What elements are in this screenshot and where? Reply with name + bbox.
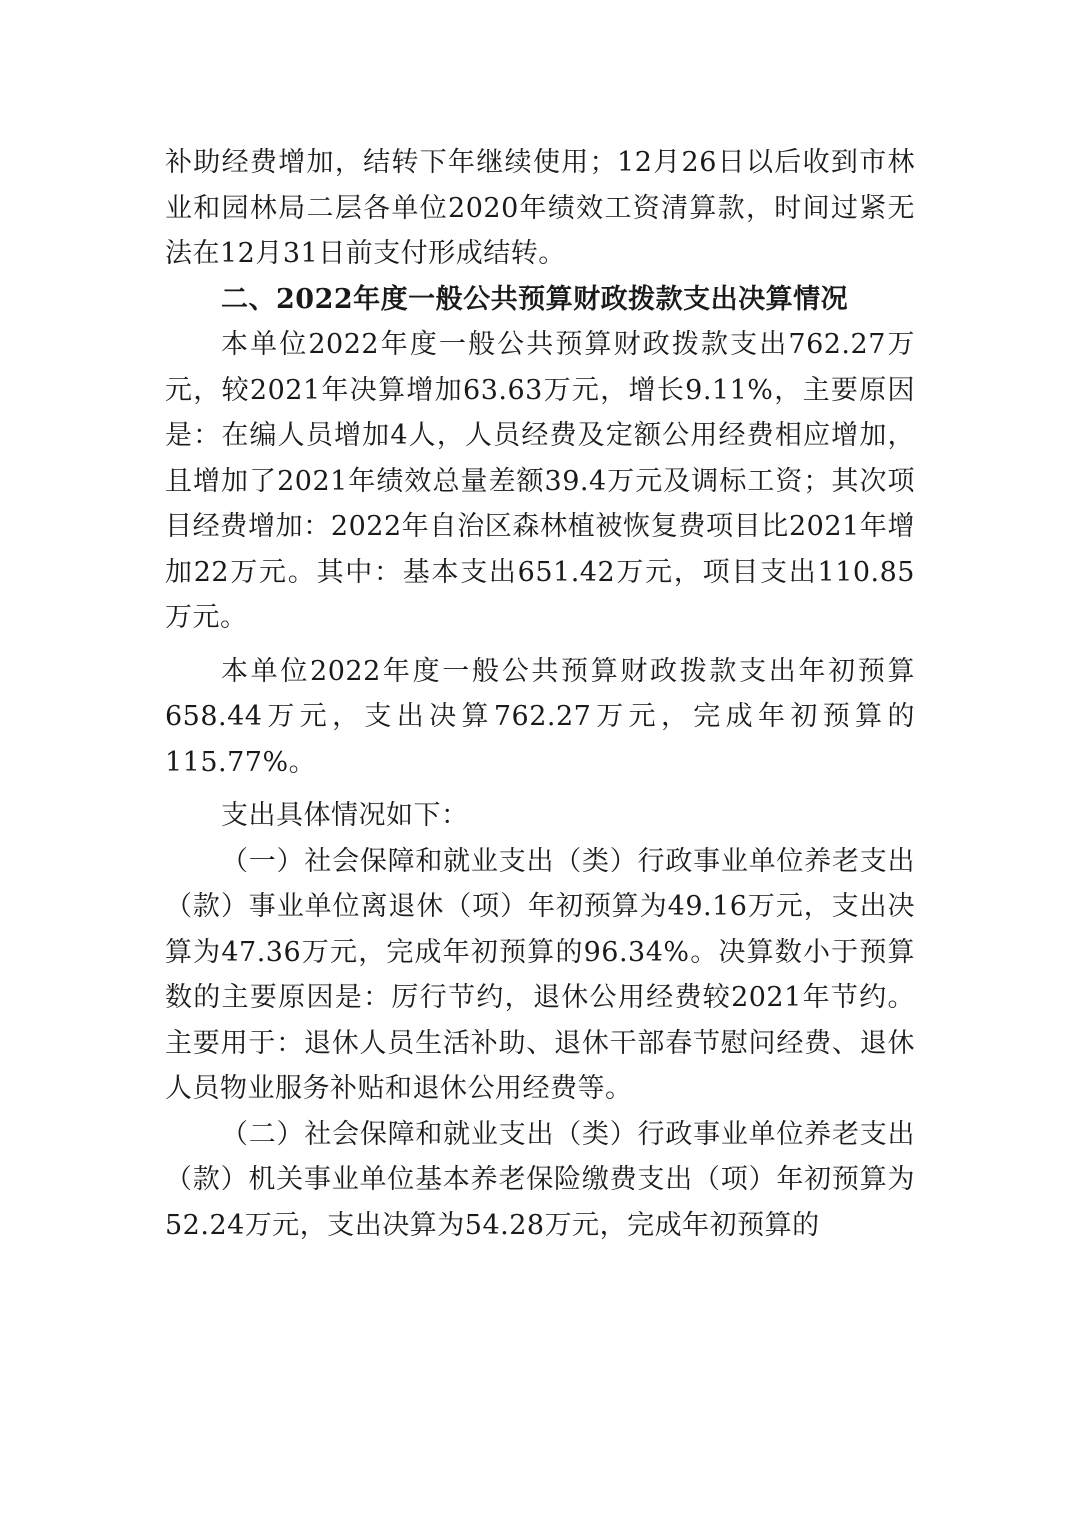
document-body [165, 140, 915, 1248]
section-heading: 二、2022年度一般公共预算财政拨款支出决算情况 [221, 283, 849, 315]
paragraph-expenditure-summary: 本单位2022年度一般公共预算财政拨款支出762.27万元，较2021年决算增加63.63万元，增长9.11%，主要原因是：在编人员增加4人，人员经费及定额公用经费相应增加，且增加了2021年绩效总量差额39.4万元及调标工资；其次项目经费增加：2022年自治区森林植被恢复费项目比2021年增加22万元。其中：基本支出651.42万元，项目支出110.85万元。 [165, 329, 915, 633]
paragraph-budget-completion: 本单位2022年度一般公共预算财政拨款支出年初预算658.44万元，支出决算762.27万元，完成年初预算的115.77%。 [165, 655, 915, 778]
paragraph-details-intro: 支出具体情况如下： [221, 800, 469, 831]
continued-paragraph: 补助经费增加，结转下年继续使用；12月26日以后收到市林业和园林局二层各单位2020年绩效工资清算款，时间过紧无法在12月31日前支付形成结转。 [165, 147, 915, 269]
paragraph-item-one: （一）社会保障和就业支出（类）行政事业单位养老支出（款）事业单位离退休（项）年初预算为49.16万元，支出决算为47.36万元，完成年初预算的96.34%。决算数小于预算数的主要原因是：厉行节约，退休公用经费较2021年节约。主要用于：退休人员生活补助、退休干部春节慰问经费、退休人员物业服务补贴和退休公用经费等。 [165, 845, 915, 1104]
paragraph-item-two: （二）社会保障和就业支出（类）行政事业单位养老支出（款）机关事业单位基本养老保险缴费支出（项）年初预算为52.24万元，支出决算为54.28万元，完成年初预算的 [165, 1118, 915, 1241]
